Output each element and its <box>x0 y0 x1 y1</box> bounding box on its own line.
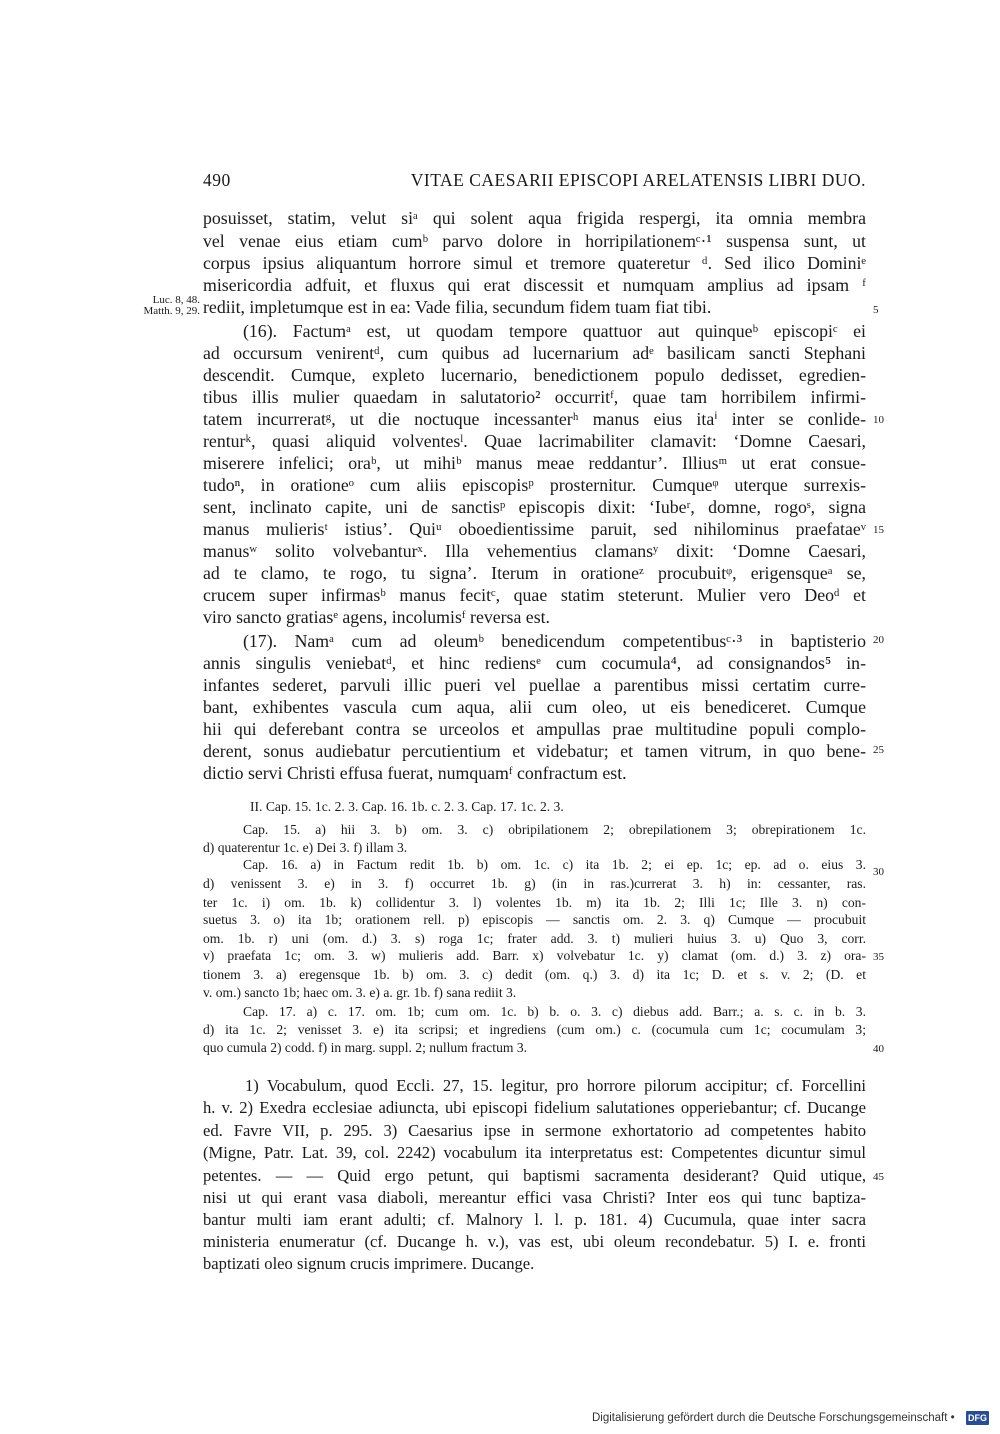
text-line: manusʷ solito volvebanturˣ. Illa vehementius clamansʸ dixit: ‘Domne Caesari, <box>203 541 866 561</box>
apparatus-line: II. Cap. 15. 1c. 2. 3. Cap. 16. 1b. c. 2. 3. Cap. 17. 1c. 2. 3. <box>250 799 564 814</box>
text-line: (17). Namᵃ cum ad oleumᵇ benedicendum competentibusᶜ·³ in baptisterio <box>243 631 866 651</box>
apparatus-line: Cap. 16. a) in Factum redit 1b. b) om. 1c. c) ita 1b. 2; ei ep. 1c; ep. ad o. eius 3. <box>243 857 866 872</box>
apparatus-line: d) quaterentur 1c. e) Dei 3. f) illam 3. <box>203 840 408 855</box>
note-line: h. v. 2) Exedra ecclesiae adiuncta, ubi episcopi fidelium salutationes opperiebantur; cf. Ducange <box>203 1098 866 1117</box>
apparatus-line: d) ita 1c. 2; venisset 3. e) ita scripsi; et ingrediens (cum om.) c. (cocumula cum 1c; cocumulam 3; <box>203 1022 866 1037</box>
line-number: 25 <box>873 744 884 756</box>
text-line: vel venae eius etiam cumᵇ parvo dolore in horripilationemᶜ·¹ suspensa sunt, ut <box>203 231 866 251</box>
page-header <box>203 170 866 194</box>
apparatus-line: om. 1b. r) uni (om. d.) 3. s) roga 1c; frater add. 3. t) mulieri huius 3. u) Quo 3, corr. <box>203 931 866 946</box>
line-number: 45 <box>873 1171 884 1183</box>
text-line: infantes sederet, parvuli illic pueri vel puellae a parentibus missi certatim curre- <box>203 675 866 695</box>
text-line: ad occursum venirentᵈ, cum quibus ad lucernarium adᵉ basilicam sancti Stephani <box>203 343 866 363</box>
text-line: (16). Factumᵃ est, ut quodam tempore quattuor aut quinqueᵇ episcopiᶜ ei <box>243 321 866 341</box>
apparatus-line: v. om.) sancto 1b; haec om. 3. e) a. gr. 1b. f) sana rediit 3. <box>203 985 517 1000</box>
text-line: miserere infelici; oraᵇ, ut mihiᵇ manus meae reddantur’. Illiusᵐ ut erat consue- <box>203 453 866 473</box>
apparatus-line: d) venissent 3. e) in 3. f) occurret 1b. g) (in in ras.)currerat 3. h) in: cessanter, ras. <box>203 876 866 891</box>
text-line: corpus ipsius aliquantum horrore simul et tremore quateretur ᵈ. Sed ilico Dominiᵉ <box>203 253 866 273</box>
apparatus-line: ter 1c. i) om. 1b. k) collidentur 3. l) volentes 1b. m) ita 1b. 2; Illi 1c; Ille 3. n) con- <box>203 895 866 910</box>
text-line: tatem incurreratᵍ, ut die noctuque incessanterʰ manus eius itaⁱ inter se conlide- <box>203 409 866 429</box>
line-number: 10 <box>873 414 884 426</box>
text-line: descendit. Cumque, expleto lucernario, benedictionem populo dedisset, egredien- <box>203 365 866 385</box>
note-line: nisi ut qui erant vasa diaboli, mereantur effici vasa Christi? Inter eos qui tunc baptiza- <box>203 1188 866 1207</box>
note-line: bantur multi iam erant adulti; cf. Malnory l. l. p. 181. 4) Cucumula, quae inter sacra <box>203 1210 866 1229</box>
note-line: 1) Vocabulum, quod Eccli. 27, 15. legitur, pro horrore pilorum accipitur; cf. Forcellini <box>245 1076 866 1095</box>
text-line: dictio servi Christi effusa fuerat, numquamᶠ confractum est. <box>203 763 627 783</box>
text-line: rediit, impletumque est in ea: Vade filia, secundum fidem tuam fiat tibi. <box>203 297 712 317</box>
text-line: manus mulierisᵗ istius’. Quiᵘ oboedientissime paruit, sed nihilominus praefataeᵛ <box>203 519 866 539</box>
text-line: tibus illis mulier quaedam in salutatorio² occurritᶠ, quae tam horribilem infirmi- <box>203 387 866 407</box>
text-line: sent, inclinato capite, uni de sanctisᵖ episcopis dixit: ‘Iubeʳ, domne, rogoˢ, signa <box>203 497 866 517</box>
note-line: ed. Favre VII, p. 295. 3) Caesarius ipse in sermone exhortatorio ad competentes habito <box>203 1121 866 1140</box>
apparatus-line: quo cumula 2) codd. f) in marg. suppl. 2; nullum fractum 3. <box>203 1040 528 1055</box>
dfg-logo: DFG <box>968 1413 987 1423</box>
text-line: derent, sonus audiebatur percutientium et videbatur; et tamen vitrum, in quo bene- <box>203 741 866 761</box>
digitization-credit: Digitalisierung gefördert durch die Deutsche Forschungsgemeinschaft • <box>592 1412 955 1424</box>
text-line: misericordia adfuit, et fluxus qui erat discessit et numquam amplius ad ipsam ᶠ <box>203 275 866 295</box>
apparatus-line: suetus 3. o) ita 1b; orationem rell. p) episcopis — sanctis om. 2. 3. q) Cumque — procubuit <box>203 912 866 927</box>
running-title: VITAE CAESARII EPISCOPI ARELATENSIS LIBRI DUO. <box>410 170 866 190</box>
apparatus-line: v) praefata 1c; om. 3. w) mulieris add. Barr. x) volvebatur 1c. y) clamat (om. d.) 3. z) ora- <box>203 948 866 963</box>
line-number: 5 <box>873 304 879 316</box>
line-number: 40 <box>873 1043 884 1055</box>
line-number: 15 <box>873 524 884 536</box>
apparatus-line: Cap. 15. a) hii 3. b) om. 3. c) obripilationem 2; obrepilationem 3; obrepirationem 1c. <box>243 822 866 837</box>
text-line: renturᵏ, quasi aliquid volventesˡ. Quae lacrimabiliter clamavit: ‘Domne Caesari, <box>203 431 866 451</box>
note-line: ministeria enumeratur (cf. Ducange h. v.), vas est, ubi oleum recondebatur. 5) I. e. fronti <box>203 1232 866 1251</box>
note-line: (Migne, Patr. Lat. 39, col. 2242) vocabulum ita interpretatus est: Competentes dicuntur simul <box>203 1143 866 1162</box>
note-line: baptizati oleo signum crucis imprimere. Ducange. <box>203 1254 535 1273</box>
margin-reference: Luc. 8, 48. <box>152 294 200 306</box>
line-number: 35 <box>873 951 884 963</box>
page-number: 490 <box>203 170 231 190</box>
text-line: bant, exhibentes vascula cum aqua, alii cum oleo, ut eis benediceret. Cumque <box>203 697 866 717</box>
text-line: crucem super infirmasᵇ manus fecitᶜ, quae statim steterunt. Mulier vero Deoᵈ et <box>203 585 866 605</box>
text-line: hii qui deferebant contra se urceolos et ampullas prae multitudine populi complo- <box>203 719 866 739</box>
line-number: 20 <box>873 634 884 646</box>
text-line: ad te clamo, te rogo, tu signa’. Iterum in orationeᶻ procubuitᵠ, erigensqueᵃ se, <box>203 563 866 583</box>
apparatus-line: Cap. 17. a) c. 17. om. 1b; cum om. 1c. b) b. o. 3. c) diebus add. Barr.; a. s. c. in b. 3. <box>243 1004 866 1019</box>
text-line: tudoⁿ, in orationeᵒ cum aliis episcopisᵖ prosternitur. Cumqueᵠ uterque surrexis- <box>203 475 866 495</box>
text-line: viro sancto gratiasᵉ agens, incolumisᶠ reversa est. <box>203 607 550 627</box>
line-number: 30 <box>873 866 884 878</box>
note-line: petentes. — — Quid ergo petunt, qui baptismi sacramenta desiderant? Quid utique, <box>203 1166 866 1185</box>
apparatus-line: tionem 3. a) eregensque 1b. b) om. 3. c) dedit (om. q.) 3. d) ita 1c; D. et s. v. 2; (D. et <box>203 967 866 982</box>
text-line: posuisset, statim, velut siᵃ qui solent aqua frigida respergi, ita omnia membra <box>203 208 866 228</box>
margin-reference: Matth. 9, 29. <box>143 305 200 317</box>
text-line: annis singulis veniebatᵈ, et hinc rediensᵉ cum cocumula⁴, ad consignandos⁵ in- <box>203 653 866 673</box>
